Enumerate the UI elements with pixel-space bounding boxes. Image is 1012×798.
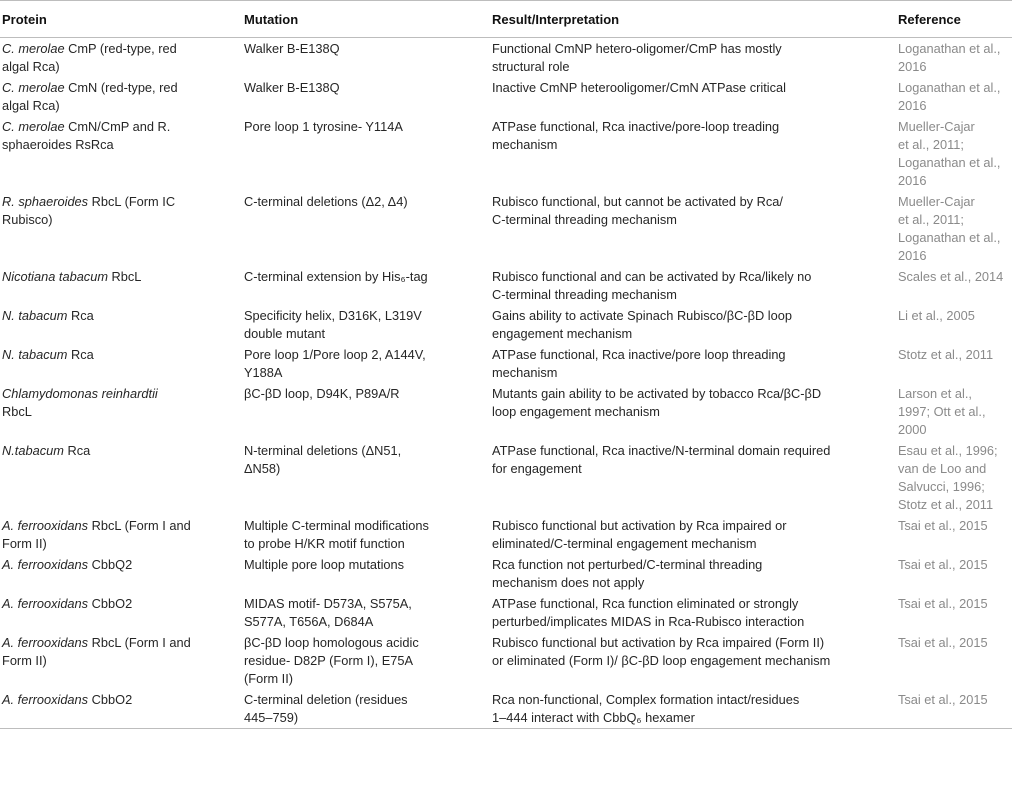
protein-name: CmP (red-type, red algal Rca) bbox=[2, 41, 177, 74]
cell-mutation: Specificity helix, D316K, L319V double mutant bbox=[244, 308, 422, 341]
cell-protein bbox=[0, 38, 244, 78]
cell-mutation: MIDAS motif- D573A, S575A, S577A, T656A, D684A bbox=[244, 596, 412, 629]
protein-name: CmN/CmP and R. sphaeroides RsRca bbox=[2, 119, 171, 152]
cell-mutation: C-terminal extension by His₆-tag bbox=[244, 269, 428, 284]
cell-mutation: Multiple pore loop mutations bbox=[244, 557, 405, 572]
cell-result: Inactive CmNP heterooligomer/CmN ATPase critical bbox=[492, 80, 786, 95]
cell-result: Rubisco functional and can be activated by Rca/likely no C-terminal threading mechanism bbox=[492, 269, 812, 302]
cell-protein bbox=[0, 689, 244, 729]
cell-reference: Tsai et al., 2015 bbox=[898, 518, 988, 533]
protein-name: RbcL bbox=[2, 404, 32, 419]
cell-reference: Li et al., 2005 bbox=[898, 308, 975, 323]
cell-result: ATPase functional, Rca inactive/pore-loop treading mechanism bbox=[492, 119, 780, 152]
cell-protein bbox=[0, 593, 244, 632]
cell-protein bbox=[0, 116, 244, 191]
cell-result: Rubisco functional but activation by Rca impaired (Form II) or eliminated (Form I)/ βC-βD loop engagement mechanism bbox=[492, 635, 831, 668]
protein-name: RbcL (Form IC Rubisco) bbox=[2, 194, 176, 227]
cell-reference: Scales et al., 2014 bbox=[898, 269, 1004, 284]
protein-name: CbbQ2 bbox=[88, 557, 133, 572]
table-row bbox=[0, 191, 1012, 266]
cell-protein bbox=[0, 632, 244, 689]
species-name: A. ferrooxidans bbox=[2, 596, 89, 611]
cell-mutation: Pore loop 1/Pore loop 2, A144V, Y188A bbox=[244, 347, 426, 380]
table-row bbox=[0, 305, 1012, 344]
species-name: Chlamydomonas reinhardtii bbox=[2, 386, 158, 401]
cell-protein bbox=[0, 266, 244, 305]
protein-name: CbbO2 bbox=[88, 596, 133, 611]
table-row bbox=[0, 515, 1012, 554]
cell-result: Rubisco functional but activation by Rca impaired or eliminated/C-terminal engagement mechanism bbox=[492, 518, 787, 551]
protein-name: CmN (red-type, red algal Rca) bbox=[2, 80, 178, 113]
protein-name: Rca bbox=[67, 347, 94, 362]
species-name: A. ferrooxidans bbox=[2, 692, 89, 707]
header-result: Result/Interpretation bbox=[492, 12, 620, 27]
cell-mutation: Walker B-E138Q bbox=[244, 80, 340, 95]
cell-reference: Mueller-Cajar et al., 2011; Loganathan et al., 2016 bbox=[898, 194, 1001, 263]
species-name: A. ferrooxidans bbox=[2, 635, 89, 650]
cell-reference: Stotz et al., 2011 bbox=[898, 347, 994, 362]
cell-reference: Mueller-Cajar et al., 2011; Loganathan et al., 2016 bbox=[898, 119, 1001, 188]
header-reference: Reference bbox=[898, 12, 961, 27]
cell-result: Rca function not perturbed/C-terminal threading mechanism does not apply bbox=[492, 557, 763, 590]
species-name: Nicotiana tabacum bbox=[2, 269, 108, 284]
table-row bbox=[0, 344, 1012, 383]
cell-result: Rubisco functional, but cannot be activated by Rca/ C-terminal threading mechanism bbox=[492, 194, 783, 227]
cell-protein bbox=[0, 383, 244, 440]
cell-result: Gains ability to activate Spinach Rubisco/βC-βD loop engagement mechanism bbox=[492, 308, 792, 341]
table-row bbox=[0, 38, 1012, 78]
protein-name: RbcL (Form I and Form II) bbox=[2, 635, 191, 668]
cell-mutation: N-terminal deletions (ΔN51, ΔN58) bbox=[244, 443, 402, 476]
cell-protein bbox=[0, 440, 244, 515]
protein-name: Rca bbox=[63, 443, 91, 458]
cell-reference: Loganathan et al., 2016 bbox=[898, 41, 1001, 74]
species-name: A. ferrooxidans bbox=[2, 557, 89, 572]
table-row bbox=[0, 593, 1012, 632]
cell-mutation: Multiple C-terminal modifications to probe H/KR motif function bbox=[244, 518, 429, 551]
species-name: C. merolae bbox=[2, 41, 65, 56]
cell-reference: Tsai et al., 2015 bbox=[898, 557, 988, 572]
cell-result: ATPase functional, Rca inactive/N-terminal domain required for engagement bbox=[492, 443, 831, 476]
cell-protein bbox=[0, 515, 244, 554]
table-row bbox=[0, 383, 1012, 440]
cell-result: Functional CmNP hetero-oligomer/CmP has mostly structural role bbox=[492, 41, 782, 74]
cell-reference: Tsai et al., 2015 bbox=[898, 692, 988, 707]
table-row bbox=[0, 689, 1012, 729]
species-name: R. sphaeroides bbox=[2, 194, 89, 209]
cell-protein bbox=[0, 554, 244, 593]
header-mutation: Mutation bbox=[244, 12, 299, 27]
species-name: N. tabacum bbox=[2, 347, 68, 362]
cell-protein bbox=[0, 305, 244, 344]
cell-result: Rca non-functional, Complex formation intact/residues 1–444 interact with CbbQ₆ hexamer bbox=[492, 692, 800, 725]
species-name: N.tabacum bbox=[2, 443, 64, 458]
cell-result: ATPase functional, Rca inactive/pore loop threading mechanism bbox=[492, 347, 786, 380]
cell-protein bbox=[0, 344, 244, 383]
cell-mutation: C-terminal deletion (residues 445–759) bbox=[244, 692, 408, 725]
cell-mutation: Pore loop 1 tyrosine- Y114A bbox=[244, 119, 403, 134]
table-row bbox=[0, 116, 1012, 191]
table-row bbox=[0, 632, 1012, 689]
table-row bbox=[0, 77, 1012, 116]
table-row bbox=[0, 554, 1012, 593]
species-name: C. merolae bbox=[2, 119, 65, 134]
species-name: N. tabacum bbox=[2, 308, 68, 323]
cell-protein bbox=[0, 77, 244, 116]
species-name: A. ferrooxidans bbox=[2, 518, 89, 533]
cell-reference: Tsai et al., 2015 bbox=[898, 596, 988, 611]
cell-reference: Tsai et al., 2015 bbox=[898, 635, 988, 650]
cell-result: Mutants gain ability to be activated by tobacco Rca/βC-βD loop engagement mechanism bbox=[492, 386, 822, 419]
header-protein: Protein bbox=[2, 12, 47, 27]
cell-reference: Loganathan et al., 2016 bbox=[898, 80, 1001, 113]
cell-mutation: C-terminal deletions (Δ2, Δ4) bbox=[244, 194, 408, 209]
table-row bbox=[0, 266, 1012, 305]
cell-mutation: βC-βD loop homologous acidic residue- D82P (Form I), E75A (Form II) bbox=[244, 635, 419, 686]
cell-reference: Esau et al., 1996; van de Loo and Salvucci, 1996; Stotz et al., 2011 bbox=[898, 443, 998, 512]
protein-name: RbcL bbox=[108, 269, 142, 284]
protein-name: CbbO2 bbox=[88, 692, 133, 707]
cell-protein bbox=[0, 191, 244, 266]
cell-mutation: βC-βD loop, D94K, P89A/R bbox=[244, 386, 400, 401]
cell-result: ATPase functional, Rca function eliminated or strongly perturbed/implicates MIDAS in Rca-Rubisco interaction bbox=[492, 596, 805, 629]
cell-reference: Larson et al., 1997; Ott et al., 2000 bbox=[898, 386, 986, 437]
table-header-row bbox=[0, 1, 1012, 38]
protein-name: Rca bbox=[67, 308, 94, 323]
protein-name: RbcL (Form I and Form II) bbox=[2, 518, 191, 551]
table-row bbox=[0, 440, 1012, 515]
cell-mutation: Walker B-E138Q bbox=[244, 41, 340, 56]
species-name: C. merolae bbox=[2, 80, 65, 95]
